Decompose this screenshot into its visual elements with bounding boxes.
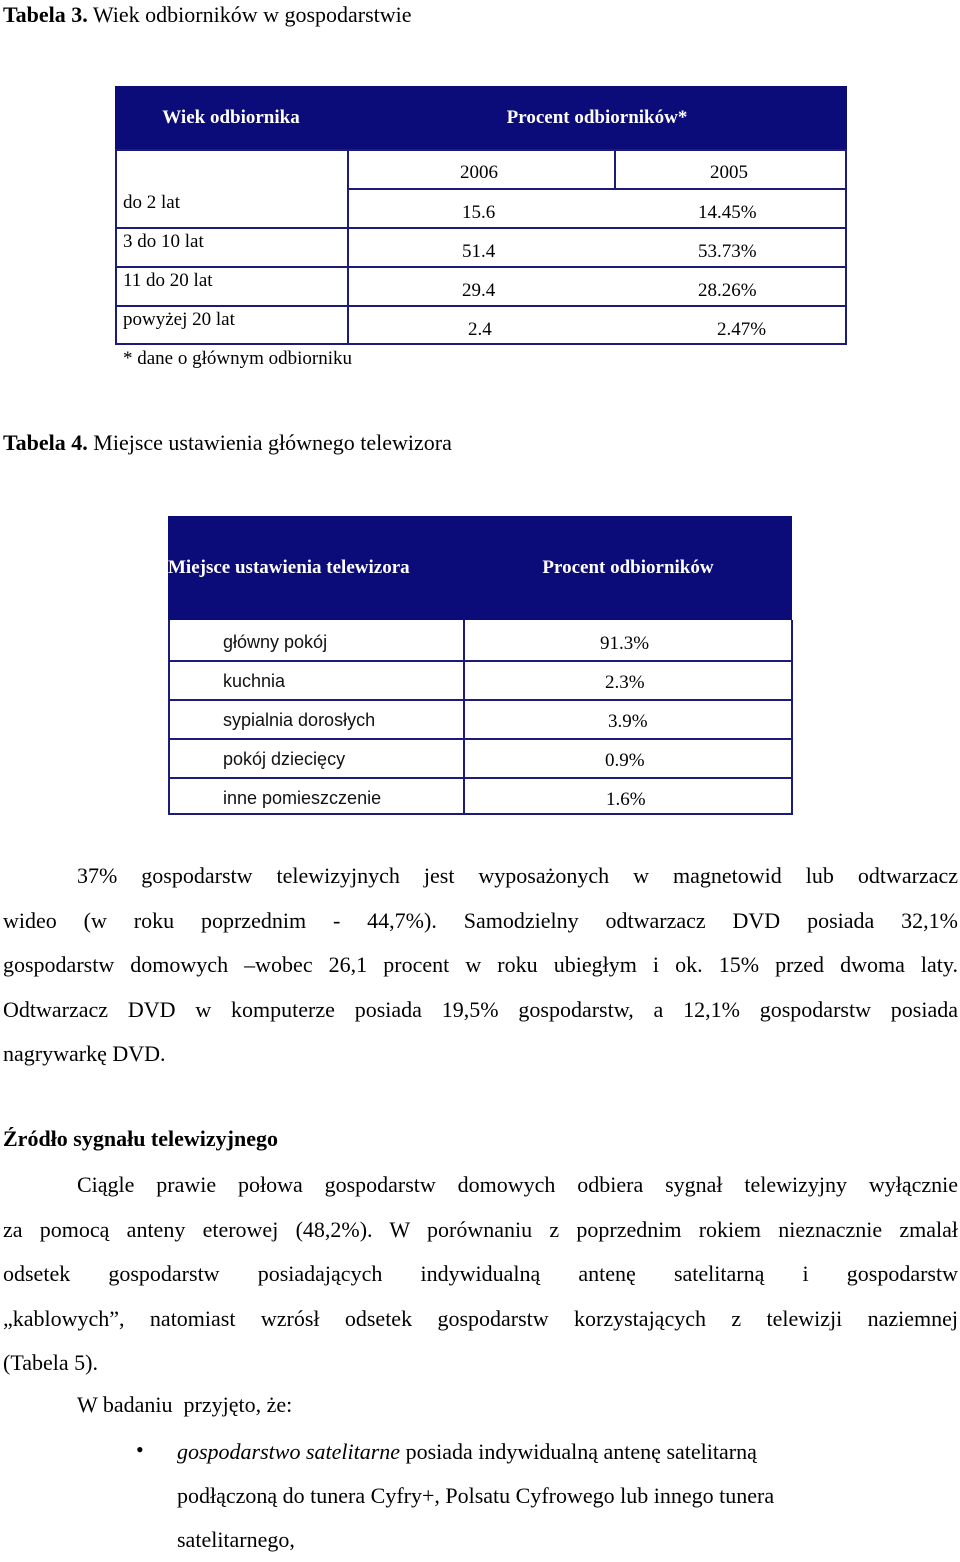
bullet-line: satelitarnego, <box>177 1527 295 1552</box>
table4-header-percent-label: Procent odbiorników <box>542 557 714 578</box>
table3-rule <box>115 343 847 345</box>
table4-row-value: 3.9% <box>608 711 648 732</box>
table3-header-percent <box>347 86 847 149</box>
table4-rule <box>168 699 793 701</box>
table3-row-label: powyżej 20 lat <box>123 309 235 330</box>
definitions-intro: W badaniu przyjęto, że: <box>77 1392 293 1417</box>
table3-caption <box>3 2 412 28</box>
paragraph-signal-source <box>3 1163 958 1386</box>
paragraph-line-text: 37% gospodarstw telewizyjnych jest wyposażonych w magnetowid lub odtwarzacz <box>77 863 958 888</box>
table3-col-divider <box>347 149 349 345</box>
table3-row-2006: 29.4 <box>462 280 496 301</box>
table3-footnote: * dane o głównym odbiorniku <box>123 348 353 369</box>
bullet-line <box>177 1430 774 1474</box>
paragraph-line: odsetek gospodarstw posiadających indywidualną antenę satelitarną i gospodarstw <box>3 1261 958 1286</box>
bullet-item-satellite <box>177 1430 774 1562</box>
table3-rule <box>115 149 847 151</box>
table3-rule <box>115 266 847 268</box>
table3-header-percent-label: Procent odbiorników* <box>506 106 688 128</box>
bullet-line: podłączoną do tunera Cyfry+, Polsatu Cyfrowego lub innego tunera <box>177 1483 775 1508</box>
paragraph-line-text: Ciągle prawie połowa gospodarstw domowych odbiera sygnał telewizyjny wyłącznie <box>77 1172 958 1197</box>
bullet-icon: • <box>136 1437 144 1462</box>
table3-right-border <box>845 149 847 345</box>
table3-row-label: do 2 lat <box>123 192 180 213</box>
table3-row-2006: 15.6 <box>462 202 496 223</box>
table4-rule <box>168 777 793 779</box>
paragraph-line: wideo (w roku poprzednim - 44,7%). Samodzielny odtwarzacz DVD posiada 32,1% <box>3 907 958 933</box>
table4-header-place <box>168 516 464 620</box>
table4-left-border <box>168 620 170 815</box>
paragraph-line <box>3 854 958 899</box>
paragraph-vcr-dvd <box>3 854 958 1077</box>
paragraph-line: (Tabela 5). <box>3 1350 98 1375</box>
table3-rule <box>115 227 847 229</box>
table3-rule <box>347 188 847 190</box>
table4-caption <box>3 430 452 456</box>
table3-row-2006: 2.4 <box>468 319 492 340</box>
table3-left-border <box>115 149 117 345</box>
table3-row-2005: 53.73% <box>698 241 757 262</box>
bullet-term: gospodarstwo satelitarne <box>177 1439 401 1464</box>
table3-header-age <box>115 86 347 149</box>
table3-row-2005: 28.26% <box>698 280 757 301</box>
table3-caption-text: Wiek odbiorników w gospodarstwie <box>87 2 412 27</box>
table4-row-label: pokój dziecięcy <box>223 749 346 769</box>
table3-row-label: 11 do 20 lat <box>123 270 213 291</box>
table3-row-2006: 51.4 <box>462 241 496 262</box>
table4-caption-prefix: Tabela 4. <box>3 430 88 455</box>
table4-row-label: kuchnia <box>223 671 286 691</box>
paragraph-line <box>3 1163 958 1208</box>
table4-row-value: 1.6% <box>606 789 646 810</box>
table3-row-2005: 2.47% <box>717 319 767 340</box>
table4-rule <box>168 813 793 815</box>
table3-year-divider <box>614 149 616 189</box>
table4-row-value: 91.3% <box>600 633 650 654</box>
table3-year-2006: 2006 <box>460 162 498 183</box>
paragraph-line: „kablowych”, natomiast wzrósł odsetek gospodarstw korzystających z telewizji naziemnej <box>3 1305 958 1331</box>
table4-right-border <box>791 620 793 815</box>
paragraph-line: Odtwarzacz DVD w komputerze posiada 19,5% gospodarstw, a 12,1% gospodarstw posiada <box>3 996 958 1022</box>
table3-rule <box>115 305 847 307</box>
table3-header-age-label: Wiek odbiornika <box>162 106 300 128</box>
table4-rule <box>168 660 793 662</box>
table4-header-percent <box>464 516 792 620</box>
paragraph-line: nagrywarkę DVD. <box>3 1041 166 1066</box>
bullet-line-rest: posiada indywidualną antenę satelitarną <box>400 1439 757 1464</box>
table4-row-label: inne pomieszczenie <box>223 788 382 808</box>
table3-year-2005: 2005 <box>710 162 748 183</box>
table4-rule <box>168 738 793 740</box>
table4-header-place-label: Miejsce ustawienia telewizora <box>168 557 410 578</box>
paragraph-line: gospodarstw domowych –wobec 26,1 procent w roku ubiegłym i ok. 15% przed dwoma laty. <box>3 952 958 977</box>
table4-row-label: główny pokój <box>223 632 328 652</box>
table4-row-label: sypialnia dorosłych <box>223 710 376 730</box>
table4-row-value: 2.3% <box>605 672 645 693</box>
table4-row-value: 0.9% <box>605 750 645 771</box>
paragraph-line: za pomocą anteny eterowej (48,2%). W porównaniu z poprzednim rokiem nieznacznie zmalał <box>3 1216 958 1242</box>
table4-caption-text: Miejsce ustawienia głównego telewizora <box>87 430 452 455</box>
table3-row-2005: 14.45% <box>698 202 757 223</box>
table3-row-label: 3 do 10 lat <box>123 231 204 252</box>
section-heading: Źródło sygnału telewizyjnego <box>3 1126 278 1151</box>
table3-caption-prefix: Tabela 3. <box>3 2 88 27</box>
table4-col-divider <box>463 620 465 815</box>
